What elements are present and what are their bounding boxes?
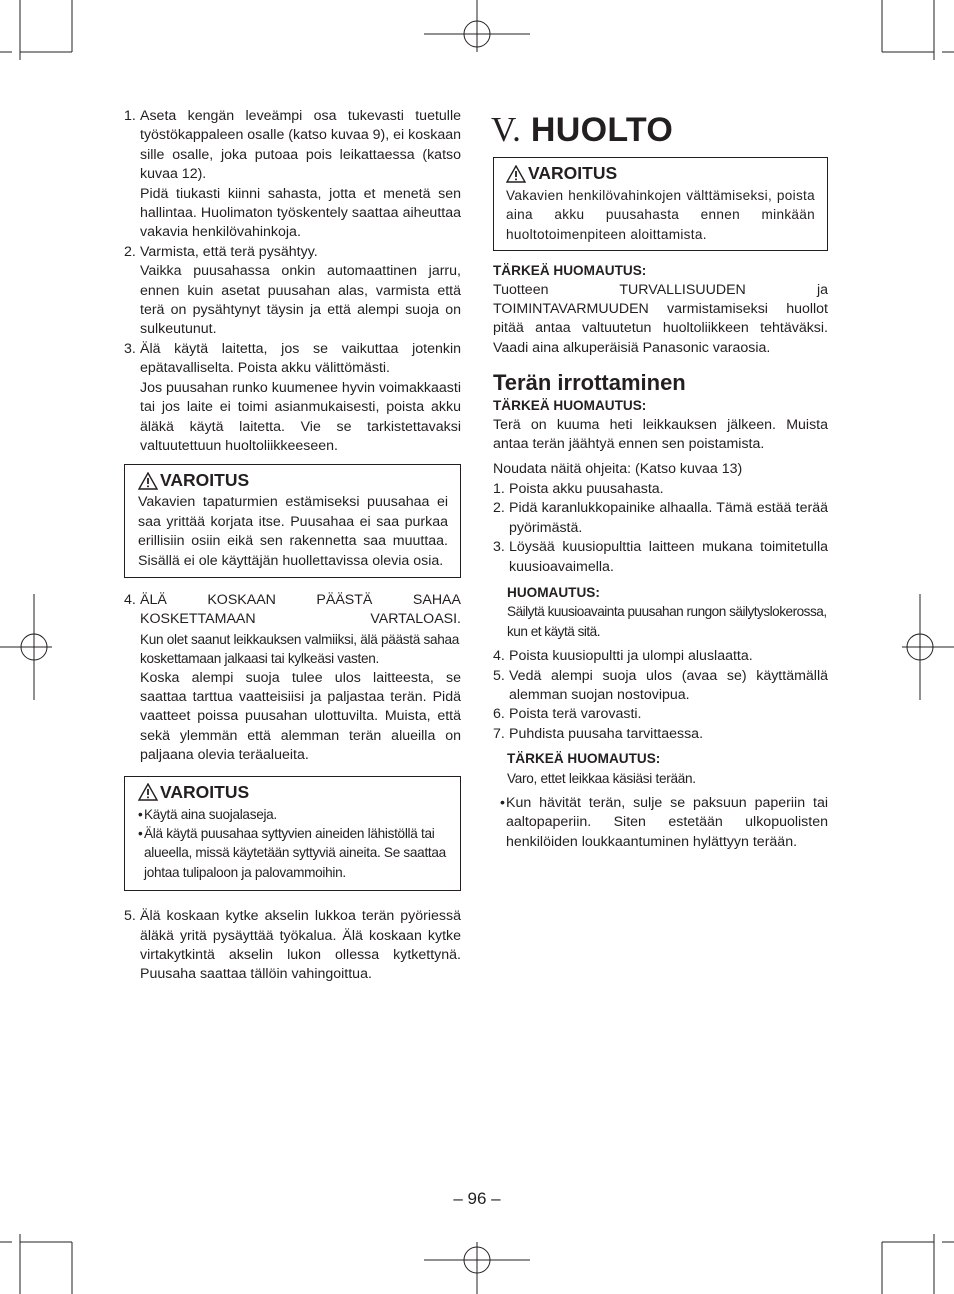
warning-bullet-text: Älä käytä puusahaa syttyvien aineiden lähistöllä tai alueella, missä käytetään syttyviä aineita. Se saattaa johtaa tulipaloon ja palovammoihin. bbox=[144, 826, 446, 880]
step-number: 4. bbox=[493, 648, 505, 665]
list-item-3-detail: Jos puusahan runko kuumenee hyvin voimakkaasti tai jos laite ei toimi asianmukaisesti, poista akku äläkä käytä laitetta. Vie se tarkistettavaksi valtuutettuun huoltoliikkeeseen. bbox=[140, 379, 461, 454]
warning-heading bbox=[138, 470, 448, 491]
warning-bullet: • Älä käytä puusahaa syttyvien aineiden lähistöllä tai alueella, missä käytetään syttyviä aineita. Se saattaa johtaa tulipaloon ja palovammoihin. bbox=[138, 824, 448, 884]
warning-title: VAROITUS bbox=[160, 470, 250, 491]
list-number: 5. bbox=[124, 908, 136, 925]
note-text: Säilytä kuusioavainta puusahan rungon säilytyslokerossa, kun et käytä sitä. bbox=[507, 604, 827, 639]
important-note-title: TÄRKEÄ HUOMAUTUS: bbox=[507, 751, 661, 767]
important-note-text: Varo, ettet leikkaa käsiäsi terään. bbox=[507, 770, 696, 786]
list-item-4-detail-2: Koska alempi suoja tulee ulos laitteesta, se saattaa tarttua vaatteisiisi ja paljastaa terän. Pidä vaatteet poissa puusahan ulottuvilta. Muista, että sekä ylemmän että alemman terän alueilla on paljaana olevia teräalueita. bbox=[140, 669, 461, 764]
section-title: Terän irrottaminen bbox=[493, 370, 686, 396]
step-text: Pidä karanlukkopainike alhaalla. Tämä estää terää pyörimästä. bbox=[509, 500, 828, 536]
step-number: 7. bbox=[493, 725, 505, 742]
warning-triangle-icon bbox=[138, 472, 158, 490]
step-number: 6. bbox=[493, 706, 505, 723]
warning-triangle-icon bbox=[138, 783, 158, 801]
step-number: 3. bbox=[493, 539, 505, 556]
disposal-text: Kun hävität terän, sulje se paksuun paperiin tai aaltopaperiin. Siten estetään ulkopuolisten henkilöiden loukkaantuminen hylättyyn terään. bbox=[506, 794, 828, 850]
step-text: Poista akku puusahasta. bbox=[509, 480, 664, 497]
step-text: Löysää kuusiopulttia laitteen mukana toimitetulla kuusioavaimella. bbox=[509, 539, 828, 575]
list-item-4 bbox=[124, 591, 461, 630]
step-text: Puhdista puusaha tarvittaessa. bbox=[509, 725, 704, 742]
important-note-title: TÄRKEÄ HUOMAUTUS: bbox=[493, 263, 647, 279]
warning-heading bbox=[506, 163, 815, 184]
important-block bbox=[493, 749, 828, 788]
right-column bbox=[493, 107, 828, 852]
page-number: – 96 – bbox=[453, 1189, 501, 1208]
list-item-3 bbox=[124, 340, 461, 379]
left-column bbox=[124, 107, 461, 985]
warning-title: VAROITUS bbox=[160, 781, 250, 802]
warning-text: Vakavien tapaturmien estämiseksi puusahaa ei saa yrittää korjata itse. Puusahaa ei saa purkaa erillisiin osiin eikä sen rakennetta saa muuttaa. Sisällä ei ole käyttäjän huollettavissa olevia osia. bbox=[138, 494, 448, 569]
list-item-1 bbox=[124, 107, 461, 185]
warning-box-repair bbox=[124, 464, 461, 578]
chapter-title: HUOLTO bbox=[530, 111, 674, 149]
warning-box-safety bbox=[124, 776, 461, 892]
step-item bbox=[493, 725, 828, 744]
step-item bbox=[493, 499, 828, 538]
step-text: Poista kuusiopultti ja ulompi aluslaatta. bbox=[509, 648, 753, 665]
step-item bbox=[493, 705, 828, 724]
warning-bullet: • Käytä aina suojalaseja. bbox=[138, 805, 448, 824]
list-text: ÄLÄ KOSKAAN PÄÄSTÄ SAHAA KOSKETTAMAAN VARTALOASI. bbox=[140, 591, 461, 628]
list-item-5 bbox=[124, 907, 461, 985]
warning-heading bbox=[138, 782, 448, 803]
step-item bbox=[493, 538, 828, 577]
step-number: 1. bbox=[493, 480, 505, 497]
chapter-number: V. bbox=[491, 110, 522, 149]
step-item bbox=[493, 667, 828, 706]
warning-triangle-icon bbox=[506, 165, 526, 183]
chapter-heading bbox=[491, 111, 828, 149]
important-note-title: TÄRKEÄ HUOMAUTUS: bbox=[493, 398, 647, 414]
warning-bullet-text: Käytä aina suojalaseja. bbox=[144, 806, 277, 822]
list-text: Varmista, että terä pysähtyy. bbox=[140, 243, 318, 260]
note-block bbox=[493, 583, 828, 641]
list-item-4-detail-1: Kun olet saanut leikkauksen valmiiksi, älä päästä sahaa koskettamaan jalkaasi tai kylkeäsi vasten. bbox=[140, 631, 460, 667]
list-text: Älä käytä laitetta, jos se vaikuttaa jotenkin epätavalliselta. Poista akku välittömästi. bbox=[140, 340, 461, 377]
step-text: Poista terä varovasti. bbox=[509, 706, 642, 723]
list-number: 4. bbox=[124, 591, 136, 608]
list-text: Älä koskaan kytke akselin lukkoa terän pyöriessä äläkä yritä pysäyttää työkalua. Älä koskaan kytke virtakytkintä akselin lukon ollessa kytkettynä. Puusaha saattaa tällöin vahingoittua. bbox=[140, 908, 461, 983]
list-item-2 bbox=[124, 243, 461, 262]
note-title: HUOMAUTUS: bbox=[507, 584, 600, 600]
list-text: Aseta kengän leveämpi osa tukevasti tuetulle työstökappaleen osalle (katso kuvaa 9), ei koskaan sille osalle, joka putoaa pois leikattaessa (katso kuvaa 12). bbox=[140, 108, 461, 183]
step-text: Vedä alempi suoja ulos (avaa se) käyttämällä alemman suojan nostovipua. bbox=[509, 667, 828, 703]
instructions-intro: Noudata näitä ohjeita: (Katso kuvaa 13) bbox=[493, 461, 743, 478]
important-note-text: Tuotteen TURVALLISUUDEN ja TOIMINTAVARMUUDEN varmistamiseksi huollot pitää antaa valtuutetun huoltoliikkeen tehtäväksi. Vaadi aina alkuperäisiä Panasonic varaosia. bbox=[493, 281, 828, 356]
list-item-2-detail: Vaikka puusahassa onkin automaattinen jarru, ennen kuin asetat puusahan alas, varmista että terä on pysähtynyt täysin ja että alempi suoja on sulkeutunut. bbox=[140, 263, 461, 338]
list-number: 3. bbox=[124, 340, 136, 357]
disposal-bullet: • Kun hävität terän, sulje se paksuun paperiin tai aaltopaperiin. Siten estetään ulkopuolisten henkilöiden loukkaantuminen hylättyyn terään. bbox=[493, 794, 828, 852]
warning-box-maintenance bbox=[493, 157, 828, 251]
list-item-1-detail: Pidä tiukasti kiinni sahasta, jotta et menetä sen hallintaa. Huolimaton työskentely saattaa aiheuttaa vakavia henkilövahinkoja. bbox=[140, 185, 461, 241]
warning-title: VAROITUS bbox=[528, 163, 618, 183]
step-item bbox=[493, 480, 828, 499]
warning-text: Vakavien henkilövahinkojen välttämiseksi, poista aina akku puusahasta ennen minkään huoltotoimenpiteen aloittamista. bbox=[506, 188, 815, 242]
important-note-text: Terä on kuuma heti leikkauksen jälkeen. Muista antaa terän jäähtyä ennen sen poistamista. bbox=[493, 416, 828, 453]
list-number: 2. bbox=[124, 243, 136, 260]
list-number: 1. bbox=[124, 108, 136, 124]
step-number: 2. bbox=[493, 500, 505, 517]
step-number: 5. bbox=[493, 667, 505, 684]
step-item bbox=[493, 647, 828, 666]
